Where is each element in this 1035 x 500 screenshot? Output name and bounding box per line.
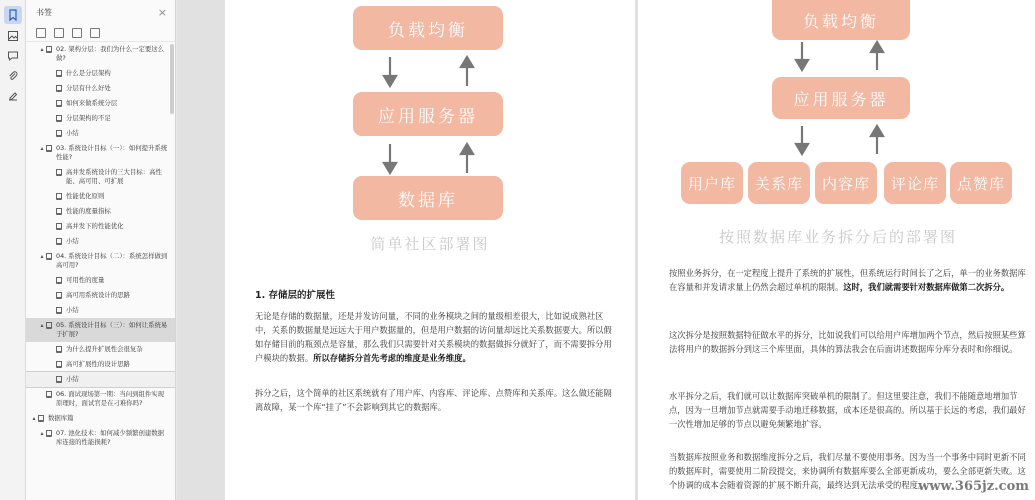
bookmark-label: 04. 系统设计目标（二）：系统怎样做到高可用? [56,252,168,269]
comment-icon[interactable] [4,47,22,65]
watermark-text: www.365jz.com [918,479,1029,494]
bookmark-item[interactable] [26,189,175,204]
bookmark-label: 小结 [66,129,79,137]
bookmark-icon [56,307,62,314]
bookmark-icon [56,85,62,92]
bookmark-item[interactable] [26,318,175,342]
bookmark-label: 小结 [66,306,79,314]
expand-toggle-icon[interactable]: ▴ [40,145,44,152]
paragraph-1-bold: 这时，我们就需要针对数据库做第二次拆分。 [843,282,1010,292]
bookmark-label: 02. 架构分层：我们为什么一定要这么做? [56,45,165,62]
bookmark-item[interactable] [26,111,175,126]
bookmark-item[interactable] [26,426,175,450]
user-db-box: 用户库 [681,162,743,204]
bookmark-icon [46,145,52,152]
section-heading: 1. 存储层的扩展性 [255,290,336,301]
add-bookmark-icon[interactable] [72,28,82,38]
bookmark-icon[interactable] [4,6,22,24]
bookmark-label: 06. 面试现场第一期：当问到组件实现原理时，面试官是在刁难你吗? [56,390,165,407]
bookmark-icon [46,430,52,437]
bookmark-label: 小结 [66,375,79,383]
bookmark-panel [26,0,176,500]
bookmark-icon [56,361,62,368]
bookmark-label: 小结 [66,237,79,245]
load-balancer-box: 负载均衡 [353,6,503,50]
expand-toggle-icon[interactable]: ▴ [40,430,44,437]
expand-toggle-icon[interactable]: ▴ [40,322,44,329]
collapse-all-icon[interactable] [54,28,64,38]
signature-icon[interactable] [4,87,22,105]
bookmark-item[interactable] [26,96,175,111]
bookmark-item[interactable] [26,357,175,372]
attachment-icon[interactable] [4,67,22,85]
bookmark-icon [56,376,62,383]
diagram-caption-right: 按照数据库业务拆分后的部署图 [718,228,957,246]
bookmark-icon [56,193,62,200]
panel-scrollbar[interactable] [170,44,174,114]
bookmark-item[interactable] [26,234,175,249]
relation-db-box: 关系库 [748,162,810,204]
bookmark-label: 数据库篇 [48,414,74,422]
load-balancer-box: 负载均衡 [772,0,910,40]
bookmark-icon [46,46,52,53]
bookmark-label: 高可扩展性的设计思路 [66,360,130,368]
bookmark-label: 可用性的度量 [66,276,105,284]
thumbnail-icon[interactable] [4,27,22,45]
bookmark-icon [46,253,52,260]
pdf-page-left [225,0,635,500]
paragraph-2: 这次拆分是按照数据特征做水平的拆分，比如说我们可以给用户库增加两个节点，然后按照某些算法将用户的数据拆分到这三个库里面，具体的算法我会在后面讲述数据库分库分表时和你细说。 [669,330,1026,354]
diagram-caption-left: 简单社区部署图 [370,235,490,253]
bookmark-tree [26,42,175,450]
bookmark-icon [56,223,62,230]
bookmark-item[interactable] [26,372,175,387]
bookmark-item[interactable] [26,141,175,165]
bookmark-item[interactable] [26,273,175,288]
bookmark-icon [56,115,62,122]
expand-all-icon[interactable] [36,28,46,38]
paragraph-1-bold: 所以存储拆分首先考虑的维度是业务维度。 [313,353,471,363]
bookmark-label: 高并发下的性能优化 [66,222,124,230]
bookmark-icon [56,208,62,215]
paragraph-1 [255,309,613,365]
bookmark-icon [46,391,52,398]
bookmark-item[interactable] [26,165,175,189]
like-db-box: 点赞库 [950,162,1012,204]
paragraph-2: 拆分之后，这个简单的社区系统就有了用户库、内容库、评论库、点赞库和关系库。这么做还能隔离故障，某一个库“挂了”不会影响到其它的数据库。 [255,388,612,412]
bookmark-item[interactable] [26,204,175,219]
expand-toggle-icon[interactable]: ▴ [40,46,44,53]
bookmark-item[interactable] [26,303,175,318]
bookmark-item[interactable] [26,66,175,81]
bookmark-icon [56,277,62,284]
bookmark-icon [56,100,62,107]
bookmark-item[interactable] [26,42,175,66]
bookmark-icon [56,70,62,77]
bookmark-label: 什么是分层架构 [66,69,111,77]
bookmark-icon [46,322,52,329]
bookmark-label: 高可用系统设计的思路 [66,291,130,299]
bookmark-item[interactable] [26,387,175,411]
paragraph-4: 当数据库按照业务和数据维度拆分之后，我们尽量不要使用事务。因为当一个事务中同时更新不同的数据库时，需要使用二阶段提交，来协调所有数据库要么全部更新成功，要么全部更新失败。这个协调的成本会随着资源的扩展不断升高，最终达到无法承受的程度。 [669,452,1026,490]
expand-toggle-icon[interactable]: ▴ [32,415,36,422]
database-box: 数据库 [353,176,503,220]
bookmark-item[interactable] [26,249,175,273]
paragraph-1-text: 无论是存储的数据量，还是并发访问量，不同的业务模块之间的量级相差很大，比如说成熟社区中，关系的数据量是远远大于用户数据量的，但是用户数据的访问量却远比关系数据要大。所以假如存储目前的瓶颈点是容量，那么我们只需要针对关系模块的数据做拆分就好了，而不需要拆分用户模块的数据。 [255,311,612,363]
paragraph-1-text: 按照业务拆分，在一定程度上提升了系统的扩展性，但系统运行时间长了之后，单一的业务数据库在容量和并发请求量上仍然会超过单机的限制。 [669,268,1026,292]
document-viewport[interactable] [177,0,1035,500]
bookmark-icon [56,292,62,299]
bookmark-item[interactable] [26,411,175,426]
bookmark-label: 03. 系统设计目标（一）：如何提升系统性能? [56,144,168,161]
tool-rail [0,0,26,500]
bookmark-icon [56,346,62,353]
bookmark-label: 性能优化原则 [66,192,105,200]
bookmark-toolbar [26,24,175,42]
bookmark-label: 为什么提升扩展性会很复杂 [66,345,143,353]
pdf-page-right [638,0,1035,500]
bookmark-label: 07. 池化技术：如何减少频繁创建数据库连接的性能损耗? [56,429,165,446]
bookmark-label: 05. 系统设计目标（三）：如何让系统易于扩展? [56,321,168,338]
bookmark-icon [56,169,62,176]
paragraph-3: 水平拆分之后，我们就可以让数据库突破单机的限制了。但这里要注意，我们不能随意地增加节点，因为一旦增加节点就需要手动地迁移数据，成本还是很高的。所以基于长远的考虑，我们最好一次性增加足够的节点以避免频繁地扩容。 [669,391,1026,429]
content-db-box: 内容库 [815,162,877,204]
bookmark-icon [38,415,44,422]
close-icon[interactable]: × [157,5,167,19]
bookmark-icon [56,238,62,245]
bookmark-label: 性能的度量指标 [66,207,111,215]
expand-toggle-icon[interactable]: ▴ [40,253,44,260]
app-server-box: 应用服务器 [353,92,503,136]
bookmark-label: 分层架构的不足 [66,114,111,122]
bookmark-label: 如何来做系统分层 [66,99,118,107]
bookmark-icon [56,130,62,137]
panel-title: 书签 [36,7,52,17]
comment-db-box: 评论库 [884,162,946,204]
bookmark-item[interactable] [26,126,175,141]
bookmark-label: 分层有什么好处 [66,84,111,92]
bookmark-item[interactable] [26,81,175,96]
bookmark-label: 高并发系统设计的三大目标：高性能、高可用、可扩展 [66,168,162,185]
bookmark-options-icon[interactable] [90,28,100,38]
bookmark-item[interactable] [26,219,175,234]
bookmark-item[interactable] [26,288,175,303]
paragraph-1 [669,266,1029,294]
bookmark-panel-header [26,0,175,24]
bookmark-item[interactable] [26,342,175,357]
app-server-box: 应用服务器 [772,77,910,119]
